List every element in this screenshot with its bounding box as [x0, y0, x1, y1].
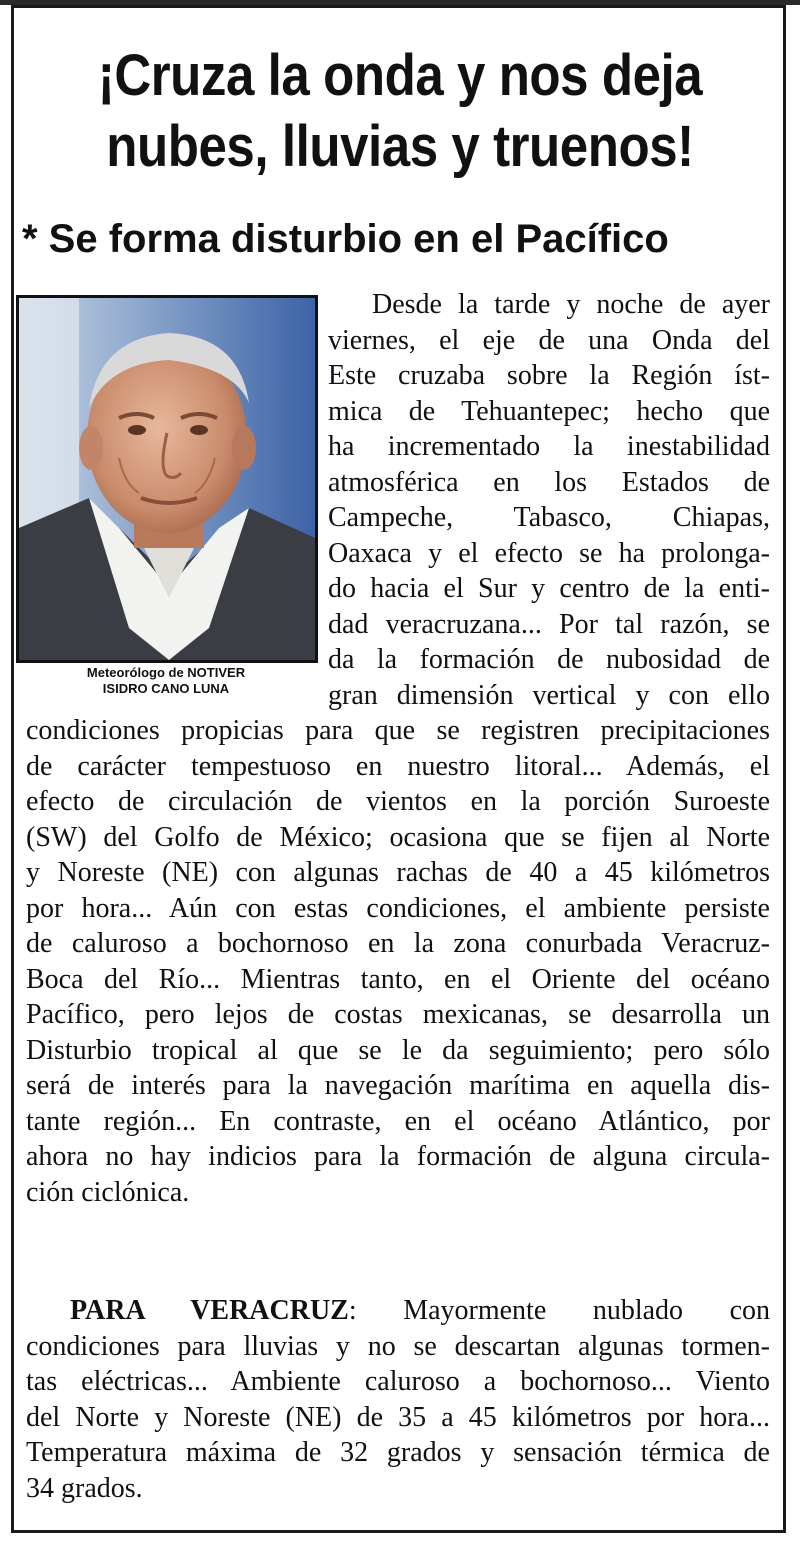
body-line: y Noreste (NE) con algunas rachas de 40 a 45 kilómetros	[26, 857, 770, 888]
body-line: Oaxaca y el efecto se ha prolonga-	[328, 537, 770, 569]
body-line: Boca del Río... Mientras tanto, en el Oriente del océano	[26, 963, 770, 995]
portrait-photo	[16, 295, 318, 663]
body-line: efecto de circulación de vientos en la porción Suroeste	[26, 786, 770, 817]
portrait-illustration	[19, 298, 315, 660]
forecast-paragraph	[26, 1293, 770, 1506]
body-line: dad veracruzana... Por tal razón, se	[328, 608, 770, 640]
body-line: tante región... En contraste, en el océano Atlántico, por	[26, 1105, 770, 1137]
forecast-lead: PARA VERACRUZ	[70, 1295, 349, 1326]
caption-line-1: Meteorólogo de NOTIVER	[86, 665, 246, 680]
body-line: do hacia el Sur y centro de la enti-	[328, 573, 770, 604]
subheadline: * Se forma disturbio en el Pacífico	[22, 217, 669, 261]
body-line: (SW) del Golfo de México; ocasiona que se fijen al Norte	[26, 821, 770, 853]
body-line: ha incrementado la inestabilidad	[328, 431, 770, 462]
forecast-line: tas eléctricas... Ambiente caluroso a bochornoso... Viento	[26, 1366, 770, 1397]
body-line: da la formación de nubosidad de	[328, 644, 770, 675]
body-line: condiciones propicias para que se registren precipitaciones	[26, 715, 770, 746]
body-line: Este cruzaba sobre la Región íst-	[328, 360, 770, 391]
body-line: Pacífico, pero lejos de costas mexicanas, se desarrolla un	[26, 999, 770, 1030]
headline	[60, 40, 739, 182]
forecast-first-line	[26, 1293, 770, 1329]
forecast-first-line-rest: : Mayormente nublado con	[348, 1295, 771, 1326]
headline-line-2: nubes, lluvias y truenos!	[106, 114, 694, 179]
headline-line-1: ¡Cruza la onda y nos deja	[97, 43, 703, 108]
forecast-line: Temperatura máxima de 32 grados y sensación térmica de	[26, 1437, 770, 1468]
forecast-line: 34 grados.	[26, 1472, 143, 1504]
body-line: Disturbio tropical al que se le da seguimiento; pero sólo	[26, 1034, 770, 1066]
forecast-line: del Norte y Noreste (NE) de 35 a 45 kilómetros por hora...	[26, 1401, 770, 1433]
body-line: viernes, el eje de una Onda del	[328, 324, 770, 356]
body-line: ahora no hay indicios para la formación de alguna circula-	[26, 1141, 770, 1172]
photo-caption	[26, 665, 306, 697]
body-line: gran dimensión vertical y con ello	[328, 679, 770, 711]
body-line: ción ciclónica.	[26, 1176, 190, 1208]
body-line: Campeche, Tabasco, Chiapas,	[328, 502, 770, 533]
article-body-wrapped	[328, 287, 770, 713]
body-line: mica de Tehuantepec; hecho que	[328, 395, 770, 427]
body-line: atmosférica en los Estados de	[328, 466, 770, 498]
body-line: Desde la tarde y noche de ayer	[372, 289, 770, 320]
caption-line-2: ISIDRO CANO LUNA	[102, 681, 230, 696]
forecast-line: condiciones para lluvias y no se descartan algunas tormen-	[26, 1330, 770, 1362]
article-body-full	[26, 713, 770, 1210]
body-line: de carácter tempestuoso en nuestro litoral... Además, el	[26, 750, 770, 782]
body-line: de caluroso a bochornoso en la zona conurbada Veracruz-	[26, 928, 770, 959]
body-line: será de interés para la navegación marítima en aquella dis-	[26, 1070, 770, 1101]
body-line: por hora... Aún con estas condiciones, el ambiente persiste	[26, 892, 770, 924]
